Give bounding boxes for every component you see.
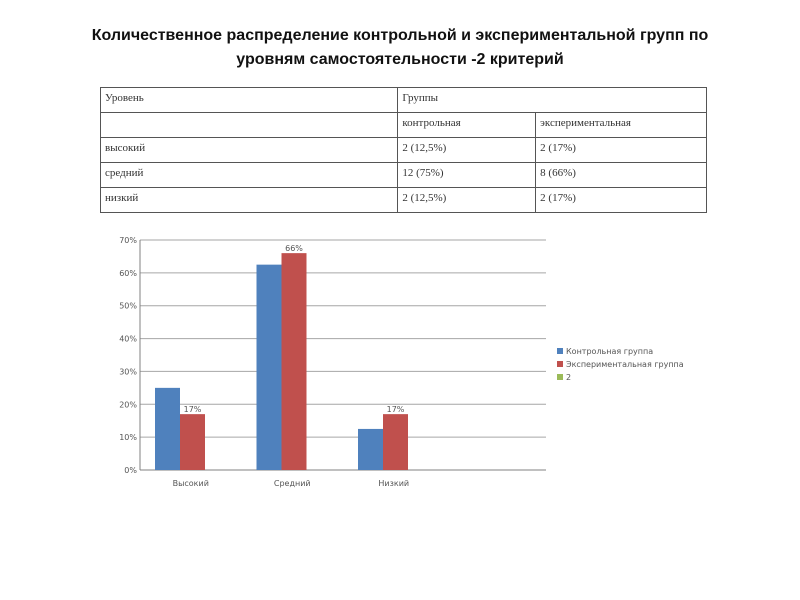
data-label: 17%: [386, 405, 405, 415]
legend-label: 2: [566, 373, 572, 382]
x-tick-label: Средний: [273, 479, 311, 488]
y-tick-label: 70%: [119, 236, 137, 245]
bar: [257, 265, 282, 470]
cell-control: 2 (12,5%): [398, 138, 536, 163]
cell-experimental: 2 (17%): [536, 188, 707, 213]
cell-experimental: 8 (66%): [536, 163, 707, 188]
distribution-table: [100, 87, 707, 213]
cell-control: 2 (12,5%): [398, 188, 536, 213]
bar: [383, 414, 408, 470]
bar: [180, 414, 205, 470]
legend-swatch: [557, 348, 563, 354]
bar: [358, 429, 383, 470]
subheader-empty: [101, 113, 398, 138]
subheader-control: контрольная: [398, 113, 536, 138]
bar: [282, 253, 307, 470]
table-row: [101, 163, 707, 188]
legend-label: Экспериментальная группа: [566, 360, 684, 369]
title-line-1: Количественное распределение контрольной и экспериментальной групп по: [91, 27, 709, 44]
legend-label: Контрольная группа: [566, 347, 654, 356]
table-subheader-row: [101, 113, 707, 138]
y-tick-label: 20%: [119, 400, 137, 410]
cell-level: низкий: [101, 188, 398, 213]
data-label: 17%: [183, 405, 202, 415]
title-line-2: уровням самостоятельности -2 критерий: [236, 51, 564, 68]
cell-level: средний: [101, 163, 398, 188]
slide-title: [40, 24, 760, 72]
y-tick-label: 0%: [124, 466, 137, 475]
cell-level: высокий: [101, 138, 398, 163]
legend-swatch: [557, 361, 563, 367]
y-tick-label: 30%: [119, 367, 137, 377]
x-tick-label: Высокий: [172, 479, 209, 488]
header-groups: Группы: [398, 88, 707, 113]
x-tick-label: Низкий: [378, 479, 410, 488]
y-tick-label: 10%: [119, 433, 137, 443]
header-level: Уровень: [101, 88, 398, 113]
cell-control: 12 (75%): [398, 163, 536, 188]
bar-chart: [100, 230, 720, 500]
cell-experimental: 2 (17%): [536, 138, 707, 163]
table-row: [101, 188, 707, 213]
bar: [155, 388, 180, 470]
y-tick-label: 40%: [119, 334, 137, 344]
legend-swatch: [557, 374, 563, 380]
y-tick-label: 50%: [119, 301, 137, 311]
data-label: 66%: [285, 244, 303, 254]
subheader-experimental: экспериментальная: [536, 113, 707, 138]
y-tick-label: 60%: [119, 268, 137, 278]
table-header-row: [101, 88, 707, 113]
table-row: [101, 138, 707, 163]
